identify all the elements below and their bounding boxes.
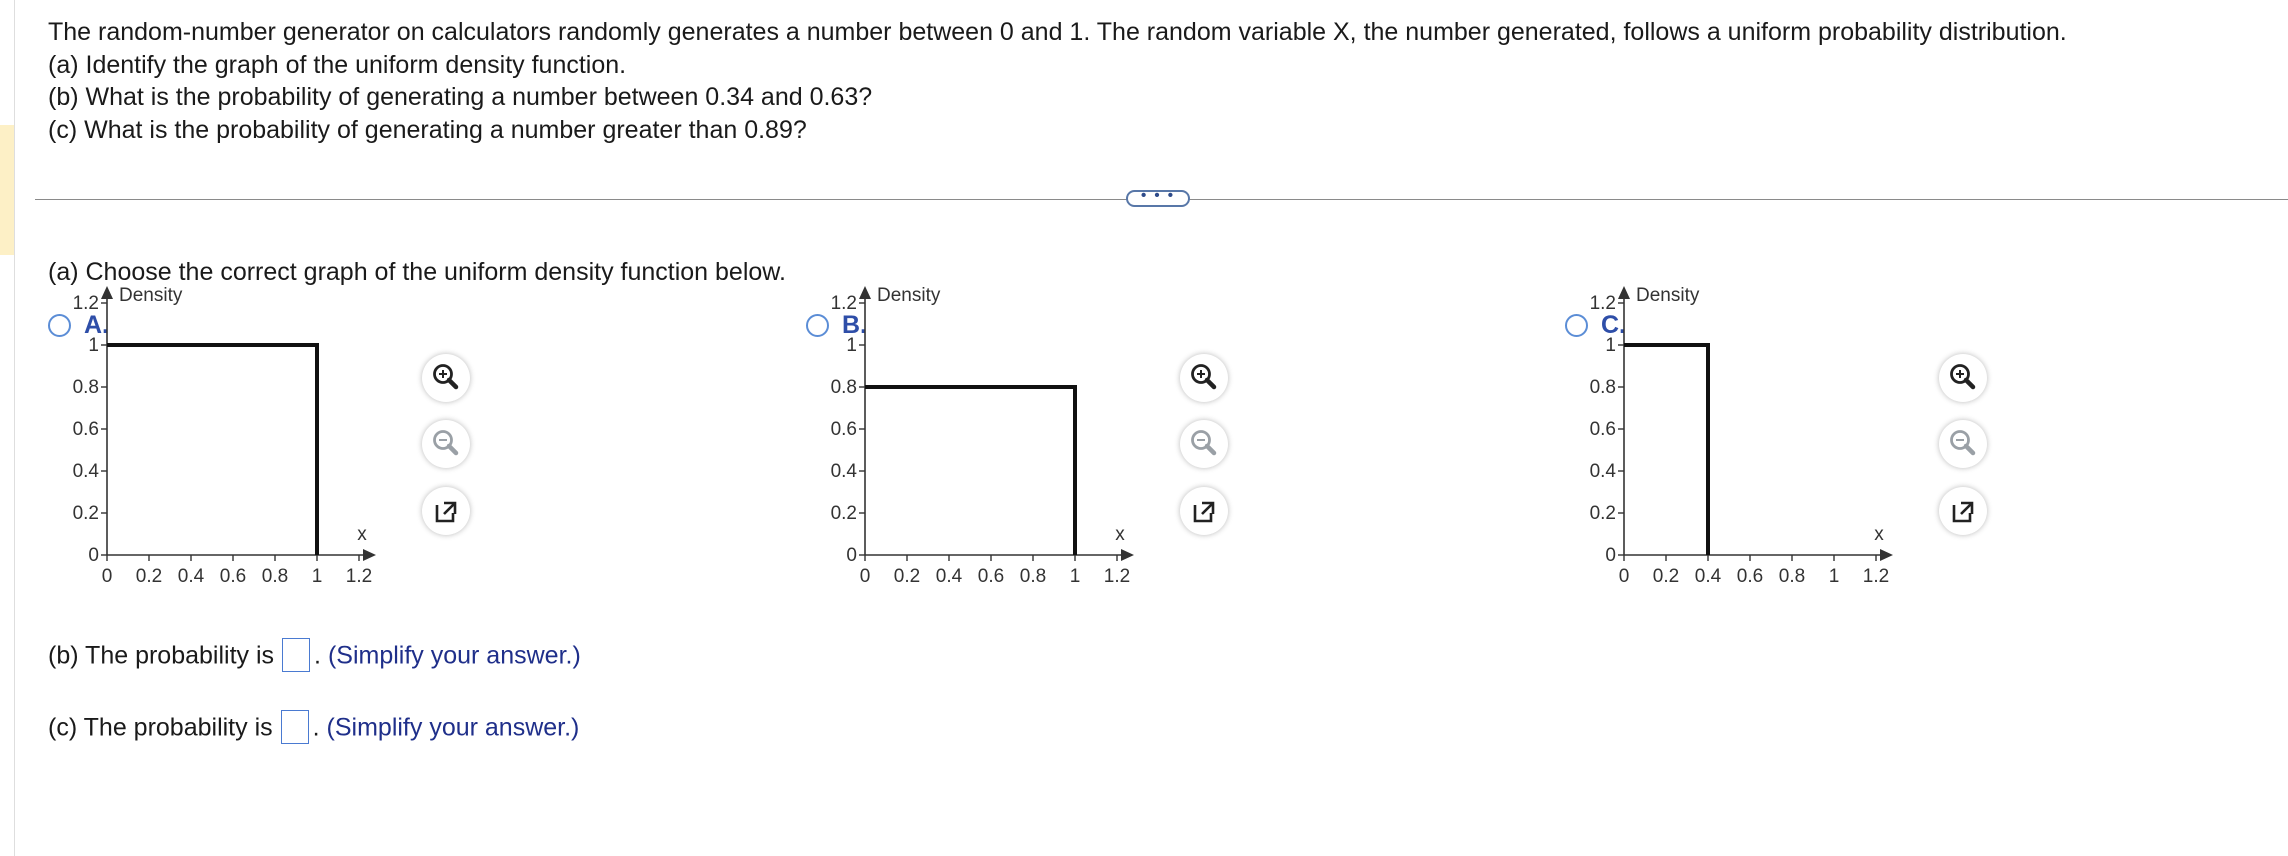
option-c-density-graph — [1570, 285, 1910, 587]
x-tick-label: 0 — [101, 566, 113, 587]
x-tick-label: 0.6 — [977, 566, 1005, 587]
more-options-button[interactable]: • • • — [1126, 190, 1190, 207]
zoom-out-button[interactable] — [422, 420, 470, 468]
part-c-hint: (Simplify your answer.) — [326, 713, 580, 742]
part-c-answer-row — [48, 712, 579, 746]
question-accent-marker — [0, 125, 14, 255]
zoom-in-icon — [1939, 354, 1987, 402]
y-tick-label: 1.2 — [830, 293, 857, 314]
part-a-prompt: (a) Choose the correct graph of the uniform density function below. — [48, 258, 786, 286]
y-tick-label: 0.6 — [830, 419, 857, 440]
part-b-answer-input[interactable] — [282, 638, 310, 672]
part-b-period: . — [314, 641, 321, 670]
x-tick-label: 1 — [1069, 566, 1081, 587]
option-a-radio[interactable] — [48, 314, 71, 337]
x-tick-label: 1 — [311, 566, 323, 587]
x-axis-label: x — [1874, 524, 1884, 545]
x-axis-arrow — [363, 549, 376, 561]
y-tick-label: 0 — [1605, 545, 1616, 566]
x-tick-label: 0.2 — [893, 566, 921, 587]
part-c-answer-input[interactable] — [281, 710, 309, 744]
option-b-label: B. — [842, 311, 867, 339]
y-tick-label: 0.4 — [1589, 461, 1616, 482]
x-axis-arrow — [1880, 549, 1893, 561]
y-tick-label: 0 — [88, 545, 99, 566]
y-tick-label: 1 — [88, 335, 99, 356]
y-tick-label: 1.2 — [72, 293, 99, 314]
y-tick-label: 0 — [846, 545, 857, 566]
option-c-radio[interactable] — [1565, 314, 1588, 337]
question-line-3: (b) What is the probability of generating a number between 0.34 and 0.63? — [48, 83, 873, 111]
y-tick-label: 1 — [846, 335, 857, 356]
part-c-label: (c) The probability is — [48, 713, 273, 742]
y-tick-label: 0.4 — [830, 461, 857, 482]
zoom-out-icon — [422, 420, 470, 468]
y-axis-arrow — [859, 286, 871, 299]
x-tick-label: 0.2 — [135, 566, 163, 587]
x-tick-label: 0.6 — [1736, 566, 1764, 587]
y-axis-label: Density — [1636, 285, 1700, 306]
y-tick-label: 0.4 — [72, 461, 99, 482]
y-tick-label: 0.8 — [830, 377, 857, 398]
x-tick-label: 0 — [1618, 566, 1630, 587]
zoom-out-icon — [1180, 420, 1228, 468]
x-tick-label: 0.8 — [1019, 566, 1047, 587]
zoom-in-button[interactable] — [422, 354, 470, 402]
open-external-button[interactable] — [1180, 487, 1228, 535]
x-tick-label: 0.6 — [219, 566, 247, 587]
y-tick-label: 1 — [1605, 335, 1616, 356]
zoom-out-icon — [1939, 420, 1987, 468]
option-b-radio[interactable] — [806, 314, 829, 337]
y-tick-label: 0.8 — [72, 377, 99, 398]
y-tick-label: 0.2 — [72, 503, 99, 524]
part-b-answer-row — [48, 640, 581, 674]
zoom-in-icon — [1180, 354, 1228, 402]
density-function-line — [107, 345, 317, 555]
x-tick-label: 0.8 — [1778, 566, 1806, 587]
zoom-out-button[interactable] — [1180, 420, 1228, 468]
x-axis-arrow — [1121, 549, 1134, 561]
option-a-density-graph — [53, 285, 393, 587]
question-line-2: (a) Identify the graph of the uniform density function. — [48, 50, 627, 79]
open-external-button[interactable] — [422, 487, 470, 535]
y-axis-label: Density — [877, 285, 941, 306]
zoom-in-button[interactable] — [1939, 354, 1987, 402]
zoom-in-button[interactable] — [1180, 354, 1228, 402]
y-tick-label: 1.2 — [1589, 293, 1616, 314]
option-b-density-graph — [811, 285, 1151, 587]
open-external-icon — [1180, 487, 1228, 535]
x-tick-label: 1 — [1828, 566, 1840, 587]
x-tick-label: 0 — [859, 566, 871, 587]
part-c-period: . — [312, 713, 320, 742]
option-c-label: C. — [1601, 311, 1626, 339]
x-tick-label: 1.2 — [1862, 566, 1890, 587]
open-external-icon — [422, 487, 470, 535]
density-function-line — [1624, 345, 1708, 555]
open-external-icon — [1939, 487, 1987, 535]
y-tick-label: 0.2 — [830, 503, 857, 524]
x-tick-label: 1.2 — [345, 566, 373, 587]
zoom-out-button[interactable] — [1939, 420, 1987, 468]
y-tick-label: 0.8 — [1589, 377, 1616, 398]
density-function-line — [865, 387, 1075, 555]
y-tick-label: 0.6 — [1589, 419, 1616, 440]
open-external-button[interactable] — [1939, 487, 1987, 535]
part-b-label: (b) The probability is — [48, 641, 275, 670]
y-tick-label: 0.6 — [72, 419, 99, 440]
question-line-1: The random-number generator on calculators randomly generates a number between 0 and 1. The random variable X, the number generated, follows a uniform probability distribution. — [48, 18, 2067, 46]
y-tick-label: 0.2 — [1589, 503, 1616, 524]
x-axis-label: x — [357, 524, 367, 545]
part-b-hint: (Simplify your answer.) — [327, 641, 581, 670]
x-tick-label: 1.2 — [1103, 566, 1131, 587]
x-tick-label: 0.2 — [1652, 566, 1680, 587]
y-axis-arrow — [1618, 286, 1630, 299]
y-axis-arrow — [101, 286, 113, 299]
x-tick-label: 0.4 — [935, 566, 963, 587]
question-text — [48, 16, 2067, 146]
y-axis-label: Density — [119, 285, 183, 306]
x-tick-label: 0.8 — [261, 566, 289, 587]
option-a-label: A. — [84, 311, 109, 339]
x-tick-label: 0.4 — [1694, 566, 1722, 587]
zoom-in-icon — [422, 354, 470, 402]
x-axis-label: x — [1115, 524, 1125, 545]
x-tick-label: 0.4 — [177, 566, 205, 587]
question-line-4: (c) What is the probability of generating a number greater than 0.89? — [48, 115, 807, 144]
